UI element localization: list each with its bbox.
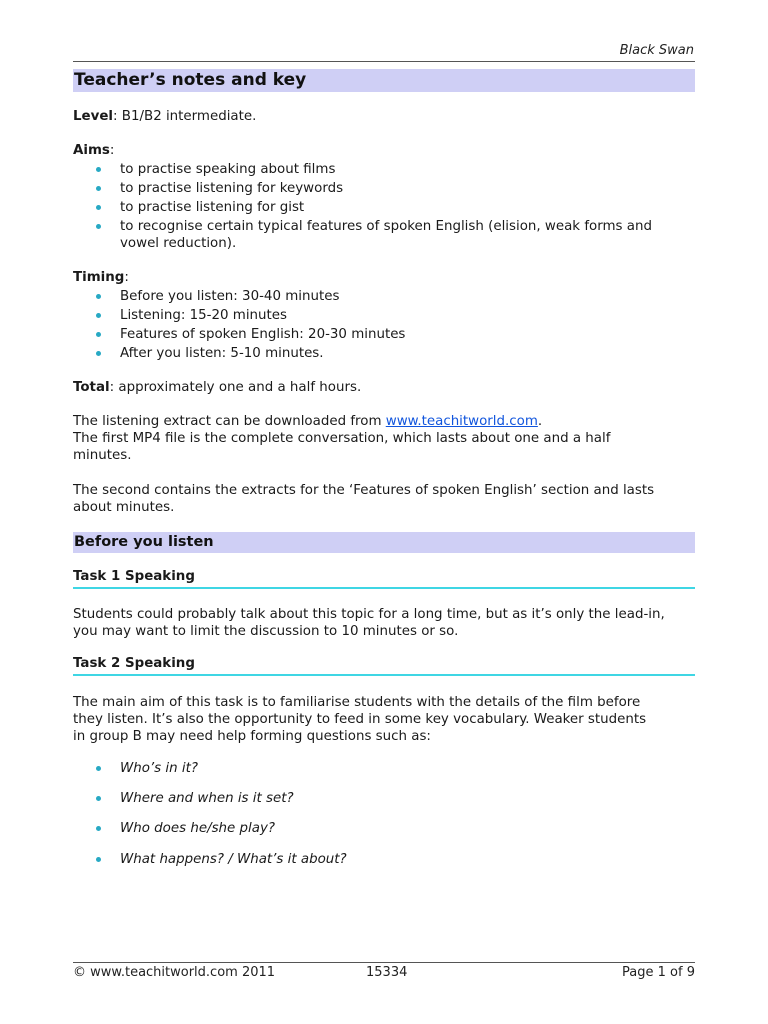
download-period: . (537, 414, 543, 429)
level-label: Level (73, 109, 114, 124)
download-line (73, 413, 542, 430)
timing-label: Timing (73, 270, 125, 285)
bullet-icon (96, 205, 101, 210)
aims-label: Aims (73, 143, 110, 158)
level-line (73, 108, 256, 125)
total-value: : approximately one and a half hours. (109, 380, 362, 395)
aims-item-text: vowel reduction). (120, 236, 237, 251)
timing-item-text: Listening: 15-20 minutes (120, 308, 287, 323)
timing-item-text: Before you listen: 30-40 minutes (120, 289, 340, 304)
teachers-notes-heading: Teacher’s notes and key (73, 69, 695, 92)
total-line (73, 379, 361, 396)
task1-title: Task 1 Speaking (73, 569, 195, 584)
timing-colon: : (124, 270, 129, 285)
footer-copyright: © www.teachitworld.com 2011 (73, 965, 276, 980)
task1-text-cont: you may want to limit the discussion to 10 minutes or so. (73, 624, 459, 639)
aims-item-text: to practise listening for keywords (120, 181, 344, 196)
bullet-icon (96, 796, 101, 801)
bullet-icon (96, 826, 101, 831)
teachitworld-link[interactable]: www.teachitworld.com (385, 414, 538, 429)
mp4-line-cont: minutes. (73, 448, 132, 463)
timing-line (73, 269, 129, 286)
footer-page-number: Page 1 of 9 (622, 965, 695, 980)
download-text: The listening extract can be downloaded from (73, 414, 386, 429)
aims-item-text: to practise listening for gist (120, 200, 305, 215)
question-text: Who does he/she play? (120, 821, 275, 836)
mp4-line: The first MP4 file is the complete conversation, which lasts about one and a half (73, 431, 611, 446)
task2-text-cont: in group B may need help forming questions such as: (73, 729, 431, 744)
question-text: Who’s in it? (120, 761, 198, 776)
aims-item-text: to recognise certain typical features of spoken English (elision, weak forms and (120, 219, 652, 234)
task2-text-cont: they listen. It’s also the opportunity to feed in some key vocabulary. Weaker students (73, 712, 647, 727)
bullet-icon (96, 313, 101, 318)
header-rule (73, 61, 695, 62)
task2-title: Task 2 Speaking (73, 656, 195, 671)
aims-line (73, 142, 114, 159)
second-file-line-cont: about minutes. (73, 500, 175, 515)
timing-item-text: After you listen: 5-10 minutes. (120, 346, 324, 361)
question-text: Where and when is it set? (120, 791, 294, 806)
aims-colon: : (109, 143, 115, 158)
footer-rule (73, 962, 695, 963)
timing-item-text: Features of spoken English: 20-30 minutes (120, 327, 406, 342)
bullet-icon (96, 186, 101, 191)
before-you-listen-heading: Before you listen (73, 532, 695, 553)
task2-text: The main aim of this task is to familiarise students with the details of the film before (73, 695, 641, 710)
question-text: What happens? / What’s it about? (120, 852, 347, 867)
total-label: Total (73, 380, 110, 395)
footer-code: 15334 (366, 965, 408, 980)
aims-item-text: to practise speaking about films (120, 162, 336, 177)
bullet-icon (96, 766, 101, 771)
bullet-icon (96, 294, 101, 299)
document-title: Black Swan (619, 43, 694, 58)
bullet-icon (96, 332, 101, 337)
bullet-icon (96, 857, 101, 862)
bullet-icon (96, 224, 101, 229)
task1-text: Students could probably talk about this topic for a long time, but as it’s only the lead-in, (73, 607, 665, 622)
task1-rule (73, 587, 695, 589)
level-value: : B1/B2 intermediate. (113, 109, 257, 124)
bullet-icon (96, 351, 101, 356)
second-file-line: The second contains the extracts for the ‘Features of spoken English’ section and lasts (73, 483, 655, 498)
bullet-icon (96, 167, 101, 172)
task2-rule (73, 674, 695, 676)
